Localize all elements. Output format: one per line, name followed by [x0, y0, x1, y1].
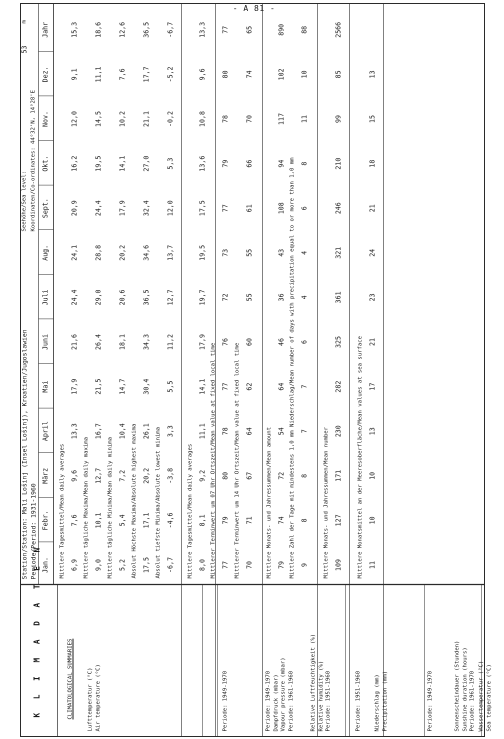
- row-label-8-1: Sea temperature (°C): [485, 663, 492, 731]
- table-cell: 23: [368, 292, 376, 301]
- table-cell: 62: [245, 382, 253, 391]
- table-cell: 5,2: [118, 558, 126, 571]
- table-cell: 24,4: [94, 199, 102, 216]
- table-cell: 14,1: [118, 155, 126, 172]
- row-label-2-0: Periode: 1949-1970: [265, 670, 271, 731]
- elevation-value: 53: [20, 45, 28, 53]
- table-cell: 24,4: [70, 288, 78, 305]
- row-label-3-1: Relative humidity (%): [317, 660, 324, 731]
- table-cell: 12,0: [166, 199, 174, 216]
- table-cell: 80: [221, 69, 229, 78]
- table-cell: 26,4: [94, 333, 102, 350]
- month-header-4: Mai: [41, 380, 49, 393]
- table-cell: 7: [300, 428, 308, 433]
- table-cell: 9,1: [70, 67, 78, 80]
- table-cell: 321: [334, 246, 342, 259]
- table-cell: 16,2: [70, 155, 78, 172]
- table-cell: -4,6: [166, 511, 174, 528]
- table-cell: 72: [277, 471, 285, 480]
- table-cell: 4: [300, 294, 308, 299]
- table-cell: 20,2: [142, 467, 150, 484]
- row-label-2-2: Vapour pressure (mbar): [280, 656, 286, 731]
- table-cell: 3,3: [166, 424, 174, 437]
- table-cell: 13,6: [198, 155, 206, 172]
- table-cell: -6,7: [166, 21, 174, 38]
- table-cell: 65: [245, 25, 253, 34]
- table-cell: 17,9: [70, 378, 78, 395]
- table-cell: 64: [245, 426, 253, 435]
- table-cell: 102: [277, 67, 285, 80]
- table-cell: 16,7: [94, 422, 102, 439]
- table-cell: 79: [277, 560, 285, 569]
- table-cell: 21,6: [70, 333, 78, 350]
- table-cell: 6: [300, 205, 308, 210]
- table-cell: 99: [334, 114, 342, 123]
- table-cell: 17,9: [118, 199, 126, 216]
- table-cell: 24,1: [70, 244, 78, 261]
- table-cell: 66: [245, 159, 253, 168]
- month-header-11: Dez.: [41, 65, 49, 82]
- table-cell: 230: [334, 424, 342, 437]
- table-cell: -3,8: [166, 467, 174, 484]
- table-cell: 77: [221, 560, 229, 569]
- table-cell: 4: [300, 250, 308, 255]
- table-cell: 8: [300, 473, 308, 478]
- table-cell: 12,7: [166, 288, 174, 305]
- table-cell: 55: [245, 248, 253, 257]
- table-cell: 78: [221, 114, 229, 123]
- table-cell: 12,7: [94, 467, 102, 484]
- table-cell: 88: [300, 25, 308, 34]
- table-cell: 29,0: [94, 288, 102, 305]
- row-caption: Absolut tiefste Minima/Absolute lowest minima: [155, 426, 161, 578]
- row-label-5-1: Precipitation (mm): [381, 670, 388, 731]
- row-label-2-3: Periode: 1961-1960: [287, 670, 294, 731]
- table-cell: 78: [221, 426, 229, 435]
- table-cell: 12,0: [70, 110, 78, 127]
- table-cell: 9,0: [94, 558, 102, 571]
- table-cell: 18: [368, 159, 376, 168]
- table-cell: 55: [245, 292, 253, 301]
- table-cell: 11,1: [94, 65, 102, 82]
- table-cell: 5,3: [166, 157, 174, 170]
- table-cell: 46: [277, 337, 285, 346]
- row-label-3-2: Periode: 1951-1960: [325, 670, 331, 731]
- table-cell: 74: [277, 515, 285, 524]
- row-label-0-1: Air temperature (°C): [94, 663, 101, 731]
- table-cell: 2566: [334, 21, 342, 38]
- table-cell: 36,5: [142, 288, 150, 305]
- table-cell: 17,5: [142, 556, 150, 573]
- table-cell: 14,5: [94, 110, 102, 127]
- table-cell: 34,3: [142, 333, 150, 350]
- table-cell: 26,1: [142, 422, 150, 439]
- table-cell: 282: [334, 380, 342, 393]
- row-label-4-0: Periode: 1951-1960: [355, 670, 361, 731]
- climate-table-sheet: [17, 0, 492, 739]
- month-header-6: Juli: [41, 288, 49, 305]
- table-cell: 13: [368, 69, 376, 78]
- table-cell: 7: [300, 384, 308, 389]
- month-header-1: Febr.: [41, 509, 49, 530]
- table-cell: 18,6: [94, 21, 102, 38]
- table-cell: 18,1: [118, 333, 126, 350]
- table-cell: 10,2: [118, 110, 126, 127]
- table-cell: 361: [334, 290, 342, 303]
- table-cell: 11: [368, 560, 376, 569]
- elevation-label: Seehöhe/Sea level:: [21, 170, 27, 231]
- table-cell: 74: [245, 69, 253, 78]
- month-header-12: Jahr: [41, 21, 49, 38]
- row-caption: Mittlere tägliche Maxima/Mean daily maxima: [83, 436, 89, 578]
- row-caption: Mittlere Monats- und Jahressummen/Mean number: [323, 426, 329, 578]
- table-cell: 60: [245, 337, 253, 346]
- table-cell: 9,6: [198, 67, 206, 80]
- table-cell: 61: [245, 203, 253, 212]
- table-cell: 9,6: [70, 469, 78, 482]
- table-cell: 19,7: [198, 288, 206, 305]
- table-cell: 10,4: [118, 422, 126, 439]
- table-cell: 8,0: [198, 558, 206, 571]
- table-cell: 10,8: [198, 110, 206, 127]
- table-cell: 7,6: [70, 513, 78, 526]
- table-cell: 13,3: [198, 21, 206, 38]
- table-cell: 13: [368, 426, 376, 435]
- table-cell: 8,1: [198, 513, 206, 526]
- table-cell: 36,5: [142, 21, 150, 38]
- row-caption: Mittlerer Terminwert um 07 Uhr Ortszeit/Mean value at fixed local time: [210, 342, 216, 578]
- row-label-5-0: Niederschlag (mm): [374, 673, 380, 731]
- table-cell: 79: [221, 159, 229, 168]
- table-cell: 246: [334, 201, 342, 214]
- row-caption: Mittlere Tagesmittel/Mean daily averages: [187, 443, 193, 578]
- table-cell: 80: [221, 471, 229, 480]
- table-cell: 13,7: [166, 244, 174, 261]
- row-caption: Mittlerer Terminwert um 14 Uhr Ortszeit/Mean value at fixed local time: [234, 342, 240, 578]
- table-cell: 94: [277, 159, 285, 168]
- table-cell: 6,9: [70, 558, 78, 571]
- table-cell: 5,5: [166, 380, 174, 393]
- table-cell: 21,5: [94, 378, 102, 395]
- month-header-10: Nov.: [41, 110, 49, 127]
- table-cell: 21: [368, 203, 376, 212]
- month-header-3: April: [41, 420, 49, 441]
- table-cell: 7,6: [118, 67, 126, 80]
- table-cell: 8: [300, 161, 308, 166]
- row-label-2-1: Dampfdruck (mbar): [272, 673, 279, 731]
- table-cell: 9: [300, 562, 308, 567]
- table-cell: 11,2: [166, 333, 174, 350]
- table-cell: 17: [368, 382, 376, 391]
- table-cell: 70: [245, 560, 253, 569]
- table-cell: 10: [368, 515, 376, 524]
- table-cell: 36: [277, 292, 285, 301]
- table-cell: 11: [300, 114, 308, 123]
- table-cell: 17,7: [142, 65, 150, 82]
- station-line: Station/Station: Mali Lošinj (Insel Lošinj), Kroatien/Jugoslawien: [20, 328, 28, 579]
- table-cell: 64: [277, 382, 285, 391]
- table-cell: -6,7: [166, 556, 174, 573]
- page-number: - A 81 -: [232, 4, 276, 13]
- row-caption: Mittlere tägliche Minima/Mean daily minima: [107, 436, 113, 578]
- table-cell: 67: [245, 471, 253, 480]
- table-title: K L I M A D A T E N: [32, 542, 41, 717]
- table-cell: 117: [277, 112, 285, 125]
- table-cell: 11,1: [198, 422, 206, 439]
- table-cell: 54: [277, 426, 285, 435]
- section-label: CLIMATOLOGICAL SUMMARIES: [67, 638, 73, 719]
- table-cell: 30,4: [142, 378, 150, 395]
- table-cell: 21,1: [142, 110, 150, 127]
- row-caption: Mittlere Tagesmittel/Mean daily averages: [59, 443, 65, 578]
- month-header-7: Aug.: [41, 244, 49, 261]
- row-label-7-2: Periode: 1961-1970: [469, 670, 475, 731]
- period-line: Periode/Period: 1931-1960: [29, 482, 37, 579]
- table-cell: 32,4: [142, 199, 150, 216]
- row-label-7-1: Sunshine duration (hours): [461, 646, 468, 731]
- table-cell: 5,4: [118, 513, 126, 526]
- table-cell: 17,9: [198, 333, 206, 350]
- table-cell: 85: [334, 69, 342, 78]
- table-cell: 27,0: [142, 155, 150, 172]
- month-header-8: Sept.: [41, 197, 49, 218]
- table-cell: 73: [221, 248, 229, 257]
- row-caption: Mittlere Monatsmittel an der Meeresoberfläche/Mean values at sea surface: [357, 335, 363, 578]
- table-cell: 8: [300, 517, 308, 522]
- table-cell: 14,1: [198, 378, 206, 395]
- table-cell: 77: [221, 203, 229, 212]
- row-label-6-0: Periode: 1949-1970: [427, 670, 433, 731]
- table-cell: 127: [334, 513, 342, 526]
- table-cell: 890: [277, 23, 285, 36]
- table-cell: -5,2: [166, 65, 174, 82]
- table-cell: 171: [334, 469, 342, 482]
- table-cell: 210: [334, 157, 342, 170]
- table-cell: 28,8: [94, 244, 102, 261]
- table-cell: 77: [221, 25, 229, 34]
- row-caption: Mittlere Zahl der Tage mit mindestens 1,0 mm Niederschlag/Mean number of days with precipitation equal to or more than 1,0 mm: [289, 157, 295, 578]
- table-cell: 70: [245, 114, 253, 123]
- table-cell: 10: [300, 69, 308, 78]
- table-cell: 77: [221, 382, 229, 391]
- table-cell: 76: [221, 337, 229, 346]
- month-header-5: Juni: [41, 333, 49, 350]
- row-label-7-0: Sonnenscheindauer (Stunden): [454, 640, 460, 731]
- table-cell: 17,1: [142, 511, 150, 528]
- table-cell: 13,3: [70, 422, 78, 439]
- table-cell: 79: [221, 515, 229, 524]
- row-label-3-0: Relative Luftfeuchtigkeit (%): [310, 633, 316, 731]
- table-cell: 108: [277, 201, 285, 214]
- table-cell: 20,6: [118, 288, 126, 305]
- table-cell: 21: [368, 337, 376, 346]
- table-cell: 34,6: [142, 244, 150, 261]
- table-cell: 10,1: [94, 511, 102, 528]
- row-caption: Mittlere Monats- und Jahressummen/Mean amount: [266, 426, 272, 578]
- month-header-9: Okt.: [41, 155, 49, 172]
- table-cell: -0,2: [166, 110, 174, 127]
- table-cell: 20,2: [118, 244, 126, 261]
- table-cell: 20,9: [70, 199, 78, 216]
- table-cell: 19,5: [94, 155, 102, 172]
- coordinates-label: Koordinaten/Co-ordinates: 44°32'N, 14°28'E: [30, 89, 36, 231]
- month-header-0: Jan.: [41, 556, 49, 573]
- table-cell: 17,5: [198, 199, 206, 216]
- table-cell: 71: [245, 515, 253, 524]
- table-cell: 9,2: [198, 469, 206, 482]
- table-cell: 43: [277, 248, 285, 257]
- row-label-0-0: Lufttemperatur (°C): [87, 667, 93, 731]
- table-cell: 15,3: [70, 21, 78, 38]
- table-cell: 15: [368, 114, 376, 123]
- table-cell: 6: [300, 339, 308, 344]
- row-label-1-0: Periode: 1949-1970: [222, 670, 228, 731]
- table-cell: 14,7: [118, 378, 126, 395]
- table-cell: 19,5: [198, 244, 206, 261]
- table-cell: 109: [334, 558, 342, 571]
- table-cell: 12,6: [118, 21, 126, 38]
- table-cell: 10: [368, 471, 376, 480]
- elevation-unit: m: [21, 19, 27, 23]
- table-cell: 72: [221, 292, 229, 301]
- row-caption: Absolut Höchste Maxima/Absolute highest maxima: [131, 423, 137, 578]
- table-cell: 325: [334, 335, 342, 348]
- table-cell: 24: [368, 248, 376, 257]
- table-cell: 7,2: [118, 469, 126, 482]
- row-label-8-0: Wassertemperatur (°C): [478, 660, 484, 731]
- month-header-2: März: [41, 467, 49, 484]
